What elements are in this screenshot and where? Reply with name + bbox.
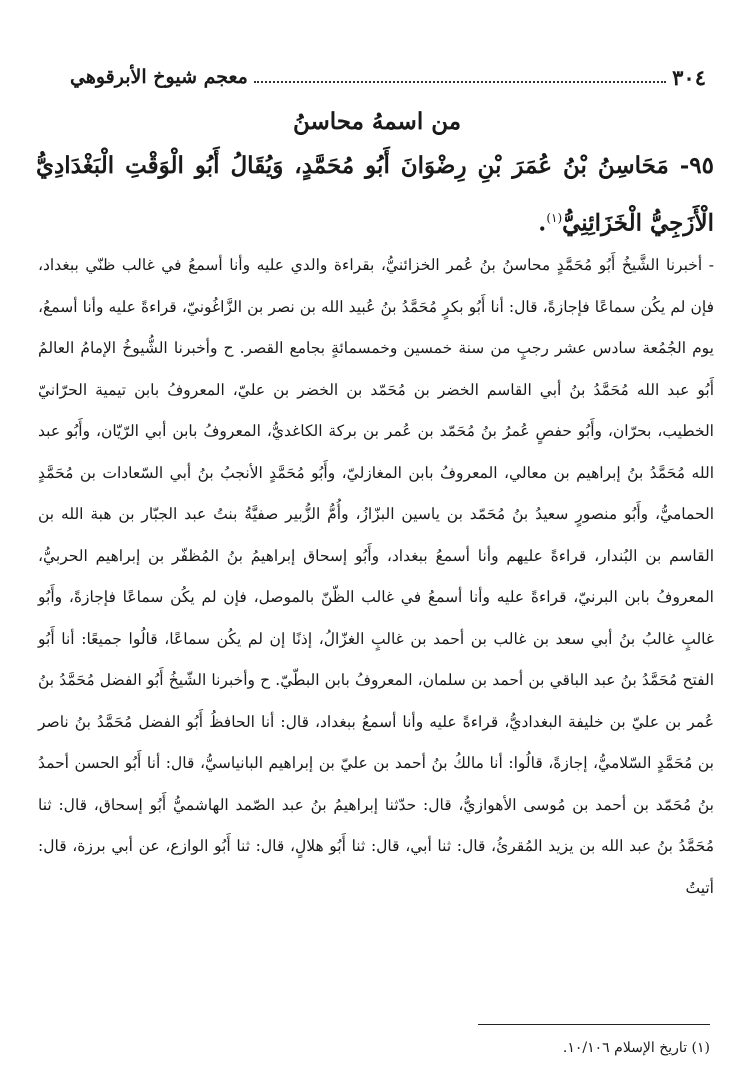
book-title: معجم شيوخ الأبرقوهي bbox=[70, 66, 248, 88]
header-leader-dots bbox=[254, 71, 666, 83]
running-header bbox=[70, 62, 706, 92]
footnote-reference: (١) bbox=[546, 211, 563, 225]
page-number: ٣٠٤ bbox=[672, 64, 706, 90]
body-paragraph: - أخبرنا الشَّيخُ أَبُو مُحَمَّدٍ محاسنُ بنُ عُمر الخزائنيُّ، بقراءة والدي عليه وأنا أسمعُ في غالب ظنّي ببغداد، فإن لم يكُن سماعًا فإجازةً، قال: أنا أَبُو بكرٍ مُحَمَّدُ بنُ عُبيد الله بن نصر بن الزَّاغُونيّ، قراءةً عليه وأنا أسمعُ، يوم الجُمُعة سادس عشر رجبٍ من سنة خمسين وخمسمائةٍ بجامع القصر. ح وأخبرنا الشُّيوخُ الإمامُ العالمُ أَبُو عبد الله مُحَمَّدُ بنُ أبي القاسم الخضر بن مُحَمّد بن الخضر بن عليّ، المعروفُ بابن تيمية الحرّانيّ الخطيب، بحرّان، وأَبُو حفصٍ عُمرُ بنُ مُحَمّد بن عُمر بن بركة الكاغديُّ، المعروفُ بابن أبي الرّيّان، وأَبُو عبد الله مُحَمَّدُ بنُ إبراهيم بن معالي، المعروفُ بابن المغازليّ، وأَبُو مُحَمَّدٍ الأنجبُ بنُ أبي السّعادات بن مُحَمَّدٍ الحماميُّ، وأَبُو منصورٍ سعيدُ بنُ مُحَمّد بن ياسين البزّازُ، وأُمُّ الزُّبير صفيَّةُ بنتُ عبد الجبّار بن هبة الله بن القاسم بن البُندار، قراءةً عليهم وأنا أسمعُ ببغداد، وأَبُو إسحاق إبراهيمُ بنُ المُظفّر بن إبراهيم الحربيُّ، المعروفُ بابن البرنيّ، قراءةً عليه وأنا أسمعُ في غالب الظّنّ بالموصل، فإن لم يكُن سماعًا فإجازةً، وأَبُو غالبٍ غالبُ بنُ أبي سعد بن غالب بن أحمد بن غالبٍ الغزّالُ، إذنًا إن لم يكُن سماعًا، قالُوا جميعًا: أنا أَبُو الفتح مُحَمَّدُ بنُ عبد الباقي بن أحمد بن سلمان، المعروفُ بابن البطّيّ. ح وأخبرنا الشّيخُ أَبُو الفضل مُحَمَّدُ بنُ عُمر بن عليّ بن خليفة البغداديُّ، قراءةً عليه وأنا أسمعُ ببغداد، قال: أنا الحافظُ أَبُو الفضل مُحَمَّدُ بنُ ناصر بن مُحَمَّدٍ السّلاميُّ، إجازةً، قالُوا: أنا مالكُ بنُ أحمد بن عليّ بن إبراهيم البانياسيُّ، قال: أنا أَبُو الحسن أحمدُ بنُ مُحَمّد بن أحمد بن مُوسى الأهوازيُّ، قال: حدّثنا إبراهيمُ بنُ عبد الصّمد الهاشميُّ أَبُو إسحاق، قال: ثنا مُحَمَّدُ بنُ عبد الله بن يزيد المُقرئُ، قال: ثنا أبي، قال: ثنا أَبُو هلالٍ، قال: ثنا أَبُو الوازع، عن أبي برزة، قال: أتيتُ bbox=[38, 256, 715, 897]
entry-title bbox=[36, 140, 714, 250]
footnote-divider bbox=[478, 1024, 710, 1025]
footnote: (١) تاريخ الإسلام ١٠/١٠٦. bbox=[562, 1040, 710, 1056]
section-heading: من اسمهُ محاسنُ bbox=[292, 108, 462, 135]
entry-title-text: ٩٥- مَحَاسِنُ بْنُ عُمَرَ بْنِ رِضْوَانَ أَبُو مُحَمَّدٍ، وَيُقَالُ أَبُو الْوَقْتِ الْبَغْدَادِيُّ الْأَزَجِيُّ الْخَزَائِنِيُّ bbox=[36, 152, 714, 237]
body-text bbox=[38, 245, 714, 909]
entry-title-end: . bbox=[538, 209, 547, 237]
